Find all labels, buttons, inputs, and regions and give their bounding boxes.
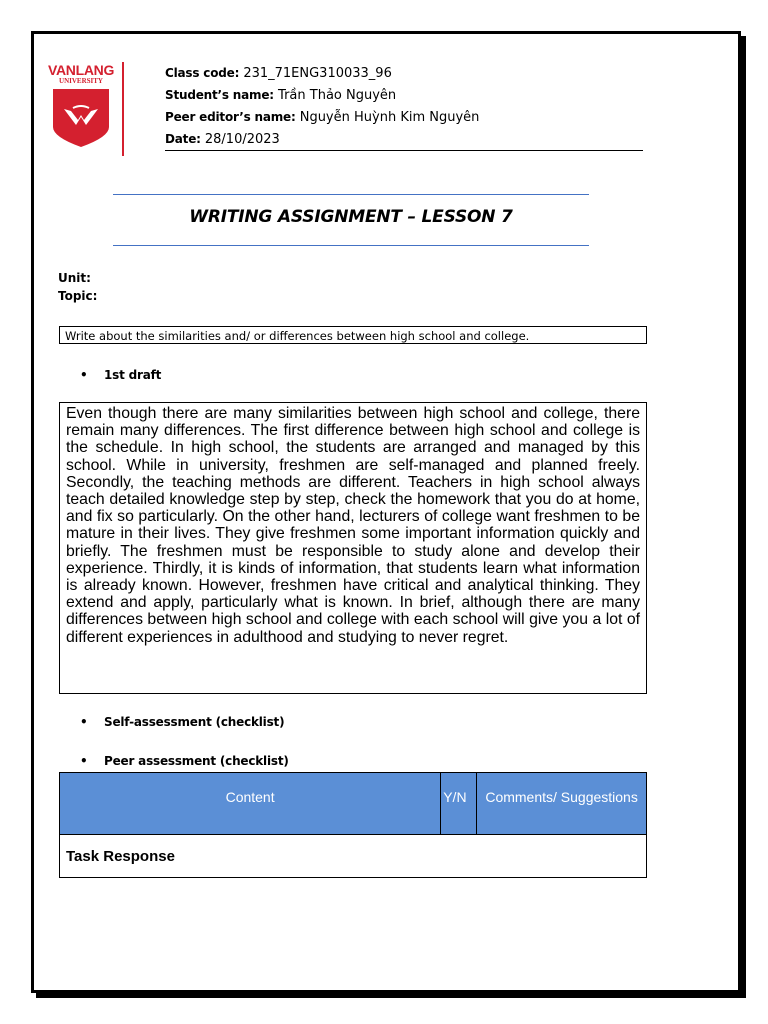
title-rule-bottom <box>113 245 589 246</box>
title-rule-top <box>113 194 589 195</box>
bullet-icon: • <box>80 368 88 382</box>
bullet-icon: • <box>80 715 88 729</box>
peer-assessment-label: Peer assessment (checklist) <box>104 754 289 768</box>
peer-assessment-heading <box>80 754 289 768</box>
table-header-row <box>60 773 647 835</box>
header-rule <box>165 150 643 151</box>
page-title: WRITING ASSIGNMENT – LESSON 7 <box>189 207 513 227</box>
vanlang-logo <box>41 62 121 152</box>
header-divider <box>122 62 124 156</box>
unit-label: Unit: <box>58 271 91 285</box>
shield-icon <box>51 87 111 149</box>
logo-name: VANLANG <box>47 62 115 78</box>
date-label: Date: <box>165 132 201 146</box>
table-cell-task-response: Task Response <box>60 835 647 878</box>
column-content: Content <box>60 773 441 835</box>
first-draft-text: Even though there are many similarities between high school and college, there remain many differences. The first difference between high school and college is the schedule. In high school, the students are arranged and managed by this school. While in university, freshmen are self-managed and planned freely. Secondly, the teaching methods are different. Teachers in high school always teach detailed knowledge step by step, check the homework that you do at home, and fix so particularly. On the other hand, lecturers of college want freshmen to be mature in their lives. They give freshmen some important information quickly and briefly. The freshmen must be responsible to study alone and develop their experience. Thirdly, it is kinds of information, that students learn what information is already known. However, freshmen have critical and analytical thinking. They extend and apply, particularly what is known. In brief, although there are many differences between high school and college with each school will give you a lot of different experiences in adulthood and studying to never regret. <box>59 402 647 694</box>
column-yn: Y/N <box>441 773 477 835</box>
logo-subtitle: UNIVERSITY <box>59 77 103 85</box>
topic-label: Topic: <box>58 289 98 303</box>
student-name-label: Student’s name: <box>165 88 274 102</box>
student-name: Trần Thảo Nguyên <box>278 88 397 103</box>
bullet-icon: • <box>80 754 88 768</box>
class-code-label: Class code: <box>165 66 240 80</box>
assignment-prompt: Write about the similarities and/ or differences between high school and college. <box>59 326 647 344</box>
date: 28/10/2023 <box>204 132 280 147</box>
header-info <box>165 62 643 150</box>
peer-editor-label: Peer editor’s name: <box>165 110 296 124</box>
first-draft-label: 1st draft <box>104 368 162 382</box>
first-draft-heading <box>80 368 161 382</box>
column-comments: Comments/ Suggestions <box>477 773 647 835</box>
peer-assessment-table <box>59 772 647 878</box>
self-assessment-heading <box>80 715 284 729</box>
self-assessment-label: Self-assessment (checklist) <box>104 715 285 729</box>
table-row <box>60 835 647 878</box>
class-code: 231_71ENG310033_96 <box>243 66 392 81</box>
peer-editor-name: Nguyễn Huỳnh Kim Nguyên <box>299 110 480 125</box>
